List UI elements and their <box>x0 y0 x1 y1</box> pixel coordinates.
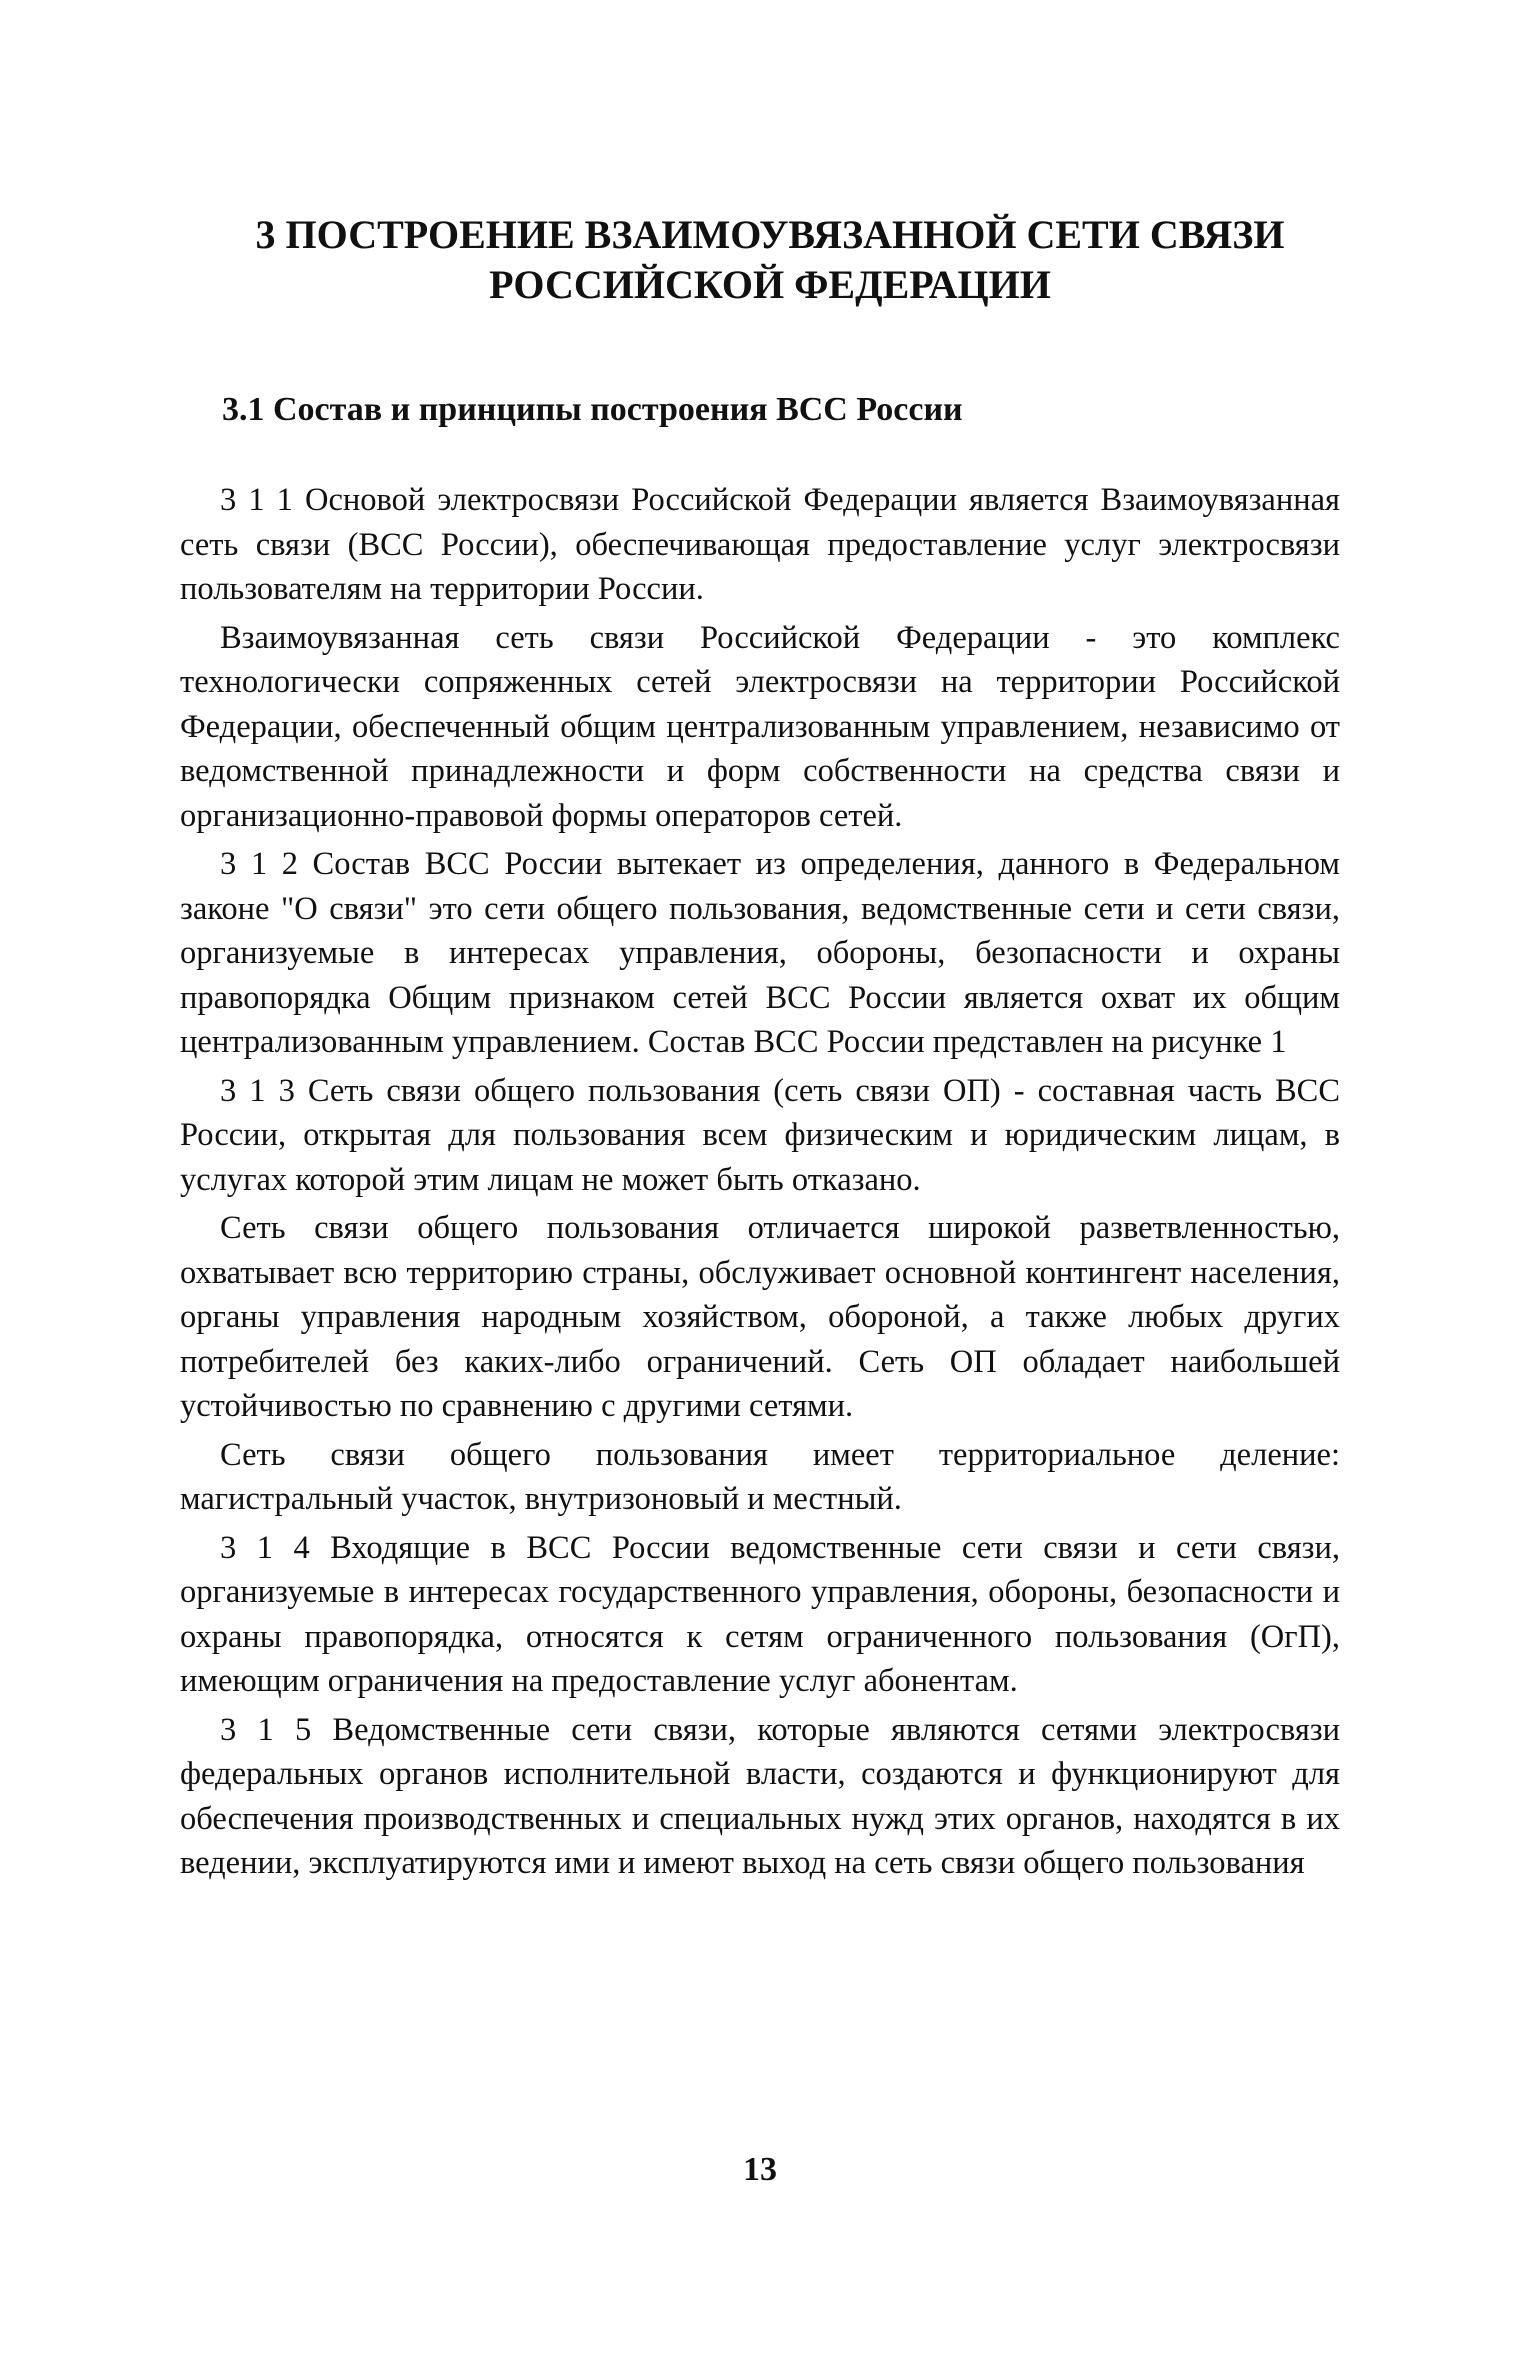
paragraph-3-1-1: 3 1 1 Основой электросвязи Российской Федерации является Взаимоувязанная сеть связи (ВСС России), обеспечивающая предоставление услуг электросвязи пользователям на территории России. <box>180 482 1340 607</box>
chapter-title-line-1: 3 ПОСТРОЕНИЕ ВЗАИМОУВЯЗАННОЙ СЕТИ СВЯЗИ <box>255 212 1285 257</box>
paragraph-3-1-2: 3 1 2 Состав ВСС России вытекает из определения, данного в Федеральном законе "О связи" это сети общего пользования, ведомственные сети и сети связи, организуемые в интересах управления, обороны, безопасности и охраны правопорядка Общим признаком сетей ВСС России является охват их общим централизованным управлением. Состав ВСС России представлен на рисунке 1 <box>180 846 1340 1060</box>
paragraph-3-1-3: 3 1 3 Сеть связи общего пользования (сеть связи ОП) - составная часть ВСС России, открытая для пользования всем физическим и юридическим лицам, в услугах которой этим лицам не может быть отказано. <box>180 1072 1340 1198</box>
chapter-title <box>180 210 1360 310</box>
chapter-title-line-2: РОССИЙСКОЙ ФЕДЕРАЦИИ <box>489 262 1051 307</box>
section-heading: 3.1 Состав и принципы построения ВСС России <box>222 391 963 428</box>
body-text <box>180 478 1340 1890</box>
paragraph-3-1-5: 3 1 5 Ведомственные сети связи, которые являются сетями электросвязи федеральных органов исполнительной власти, создаются и функционируют для обеспечения производственных и специальных нужд этих органов, находятся в их ведении, эксплуатируются ими и имеют выход на сеть связи общего пользования <box>180 1711 1340 1881</box>
page-number: 13 <box>743 2151 777 2188</box>
paragraph-op-network: Сеть связи общего пользования отличается широкой разветвленностью, охватывает всю территорию страны, обслуживает основной контингент населения, органы управления народным хозяйством, обороной, а также любых других потребителей без каких-либо ограничений. Сеть ОП обладает наибольшей устойчивостью по сравнению с другими сетями. <box>180 1210 1340 1424</box>
paragraph-3-1-4: 3 1 4 Входящие в ВСС России ведомственные сети связи и сети связи, организуемые в интересах государственного управления, обороны, безопасности и охраны правопорядка, относятся к сетям ограниченного пользования (ОгП), имеющим ограничения на предоставление услуг абонентам. <box>180 1529 1340 1699</box>
paragraph-territorial-division: Сеть связи общего пользования имеет территориальное деление: магистральный участок, внутризоновый и местный. <box>180 1436 1340 1517</box>
paragraph-vss-definition: Взаимоувязанная сеть связи Российской Федерации - это комплекс технологически сопряженных сетей электросвязи на территории Российской Федерации, обеспеченный общим централизованным управлением, независимо от ведомственной принадлежности и форм собственности на средства связи и организационно-правовой формы операторов сетей. <box>180 619 1340 834</box>
